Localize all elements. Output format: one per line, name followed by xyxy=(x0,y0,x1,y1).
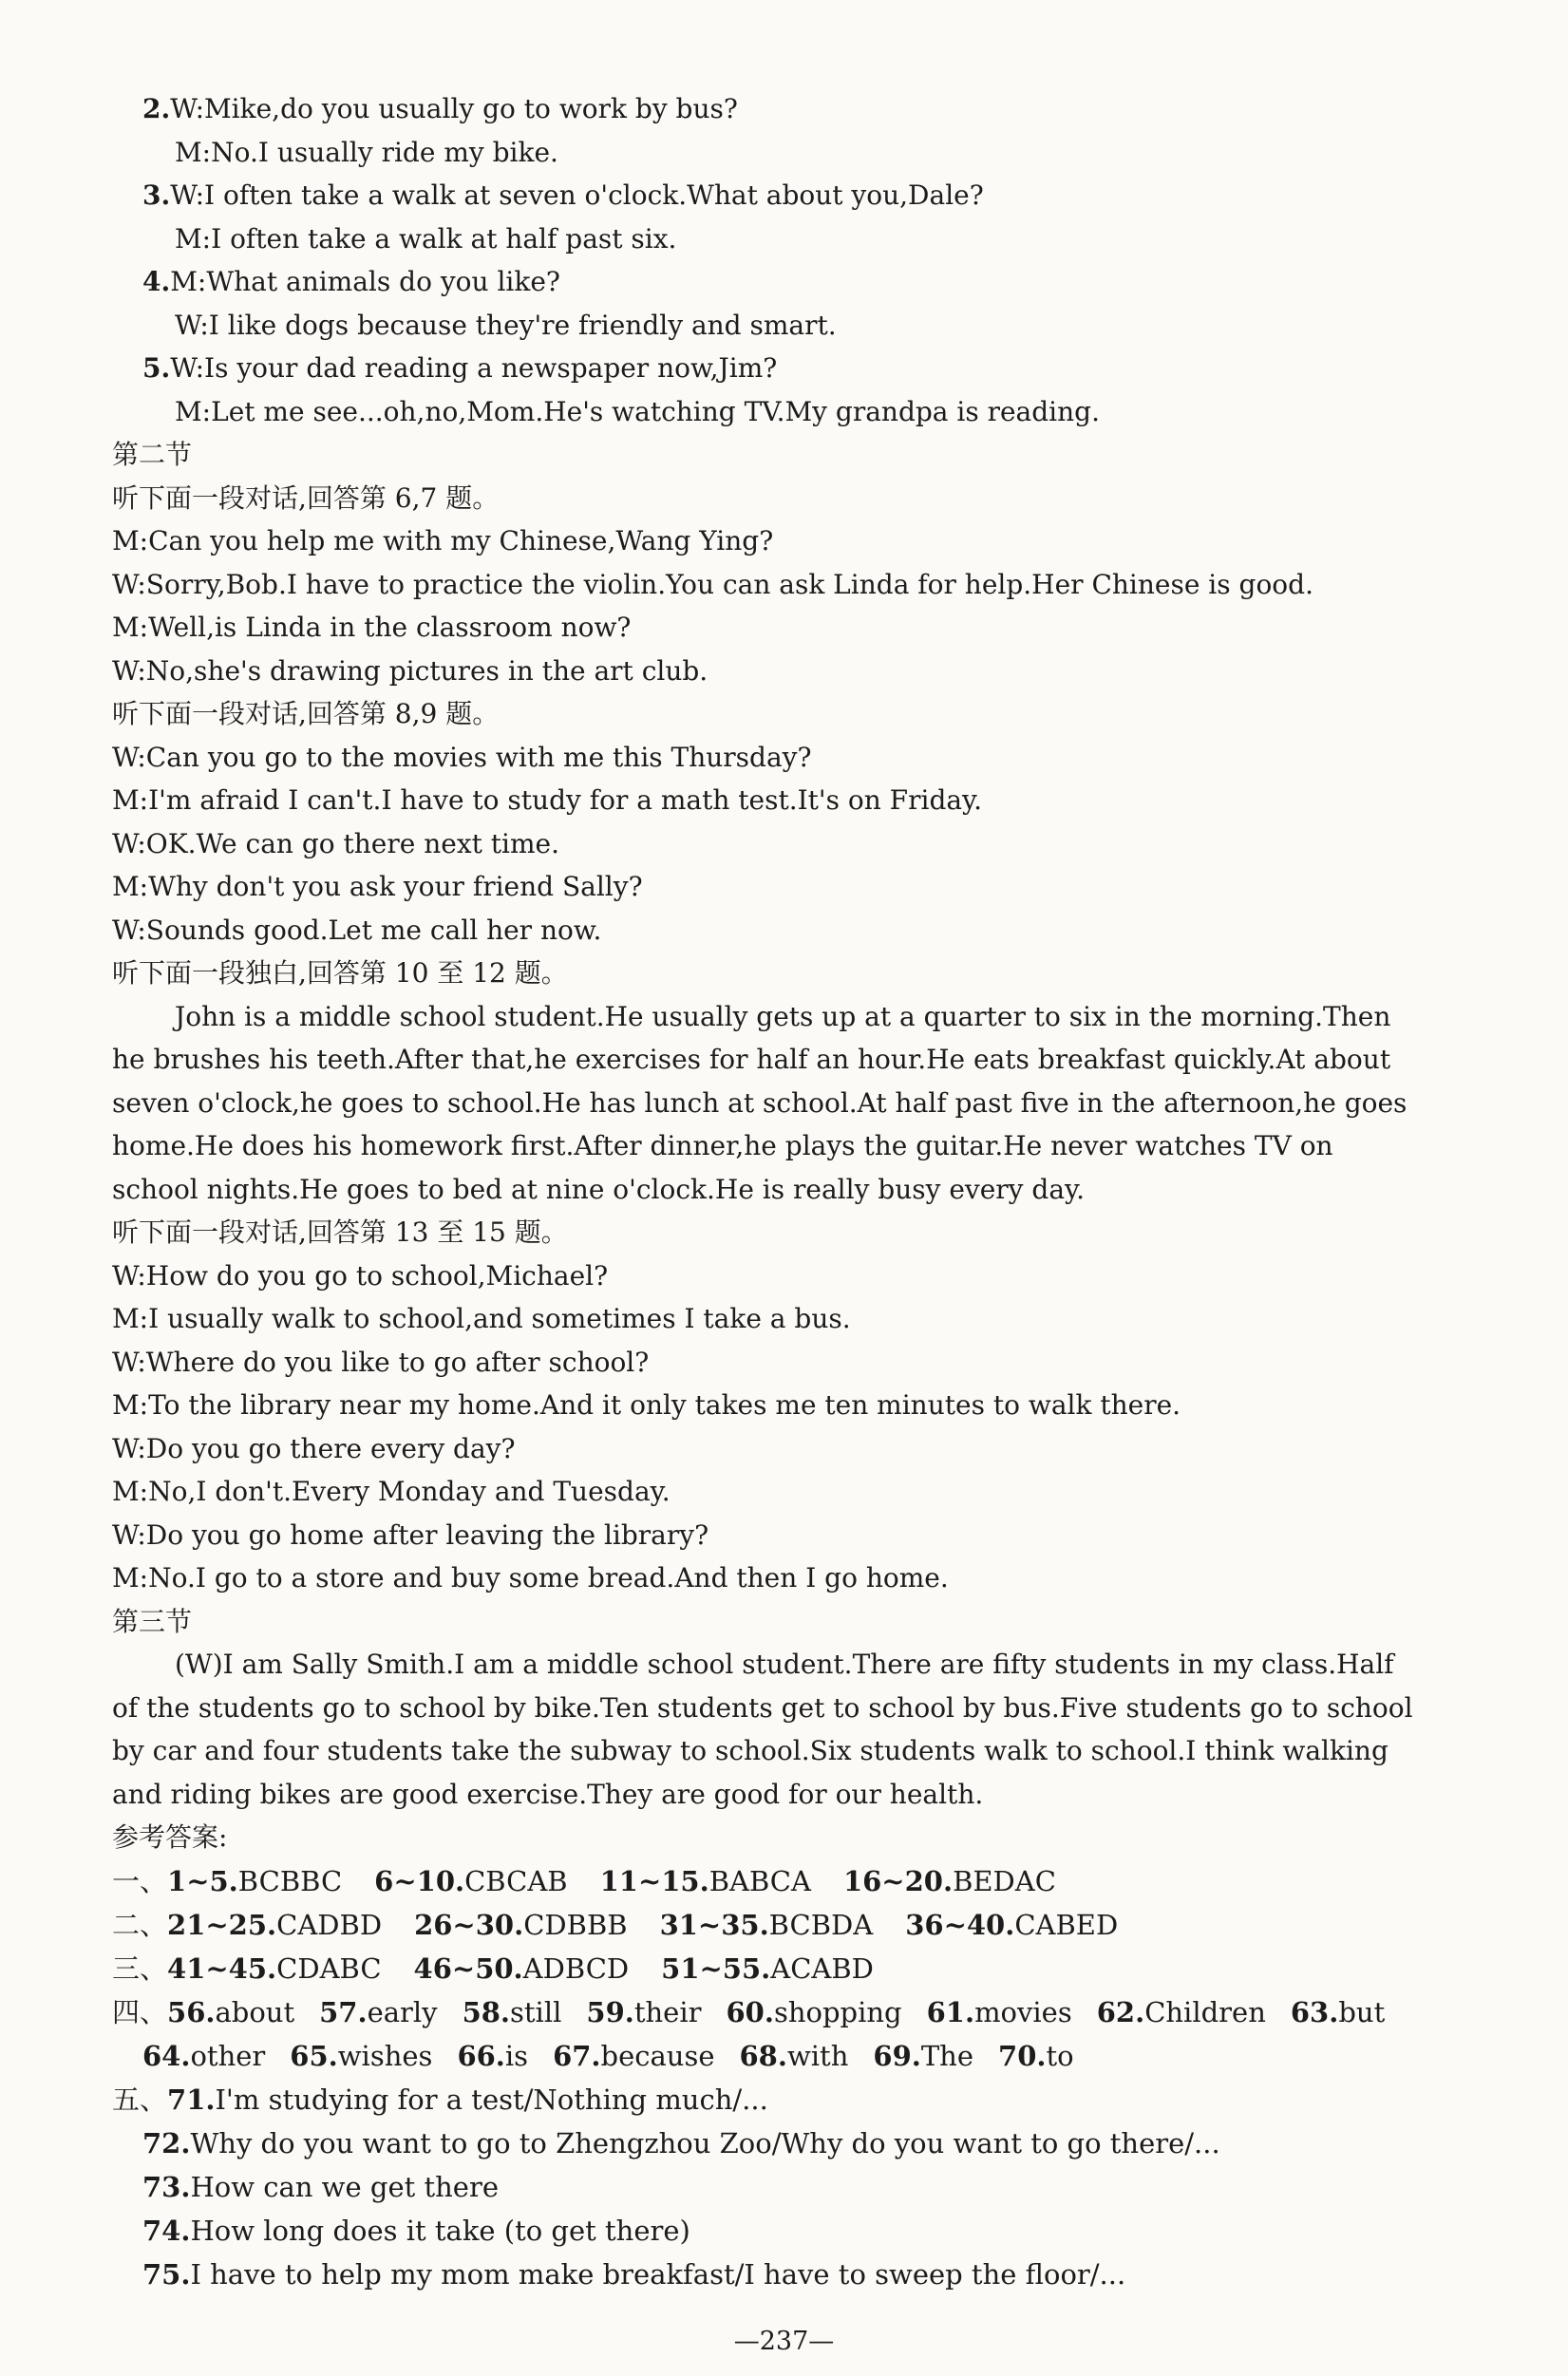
dialog-line: M:Well,is Linda in the classroom now? xyxy=(112,612,632,643)
monologue-line: seven o'clock,he goes to school.He has lunch at school.At half past five in the afternoon,he goes xyxy=(112,1086,1407,1119)
instruction: 听下面一段独白,回答第 10 至 12 题。 xyxy=(112,957,568,989)
passage-line: (W)I am Sally Smith.I am a middle school student.There are fifty students in my class.Half xyxy=(175,1649,1394,1680)
monologue-line: school nights.He goes to bed at nine o'clock.He is really busy every day. xyxy=(112,1173,1086,1205)
instruction: 听下面一段对话,回答第 8,9 题。 xyxy=(112,698,500,729)
section-heading: 第二节 xyxy=(112,439,193,470)
answer-row: 一、1~5.BCBBC 6~10.CBCAB 11~15.BABCA 16~20.BEDAC xyxy=(112,1864,1056,1897)
dialog-line: M:To the library near my home.And it only takes me ten minutes to walk there. xyxy=(112,1389,1181,1421)
passage-line: of the students go to school by bike.Ten students get to school by bus.Five students go to school xyxy=(112,1691,1413,1724)
section-heading: 第三节 xyxy=(112,1605,193,1637)
answer-row: 四、56.about 57.early 58.still 59.their 60.shopping 61.movies 62.Children 63.but xyxy=(112,1995,1386,2028)
instruction: 听下面一段对话,回答第 13 至 15 题。 xyxy=(112,1216,568,1248)
dialog-line: M:I usually walk to school,and sometimes I take a bus. xyxy=(112,1303,851,1334)
dialog-line: W:Sorry,Bob.I have to practice the violin.You can ask Linda for help.Her Chinese is good. xyxy=(112,568,1313,600)
dialog-line: M:No.I usually ride my bike. xyxy=(175,136,558,168)
monologue-line: he brushes his teeth.After that,he exercises for half an hour.He eats breakfast quickly.At about xyxy=(112,1044,1391,1075)
dialog-line: 2.W:Mike,do you usually go to work by bus? xyxy=(142,93,738,124)
dialog-line: 4.M:What animals do you like? xyxy=(142,266,560,297)
passage-line: and riding bikes are good exercise.They are good for our health. xyxy=(112,1778,984,1810)
dialog-line: M:I'm afraid I can't.I have to study for a math test.It's on Friday. xyxy=(112,784,983,816)
dialog-line: W:Do you go there every day? xyxy=(112,1432,516,1464)
dialog-line: M:No,I don't.Every Monday and Tuesday. xyxy=(112,1476,671,1507)
answer-row: 64.other 65.wishes 66.is 67.because 68.with 69.The 70.to xyxy=(142,2039,1074,2072)
page-number: —237— xyxy=(733,2327,835,2356)
answer-row: 73.How can we get there xyxy=(142,2170,499,2203)
dialog-line: W:Sounds good.Let me call her now. xyxy=(112,914,602,946)
dialog-line: W:Can you go to the movies with me this Thursday? xyxy=(112,741,812,773)
answers-heading: 参考答案: xyxy=(112,1821,228,1853)
dialog-line: W:No,she's drawing pictures in the art club. xyxy=(112,654,708,687)
dialog-line: W:Where do you like to go after school? xyxy=(112,1346,650,1378)
dialog-line: W:I like dogs because they're friendly and smart. xyxy=(175,309,837,341)
passage-line: by car and four students take the subway to school.Six students walk to school.I think walking xyxy=(112,1735,1389,1766)
dialog-line: M:I often take a walk at half past six. xyxy=(175,222,677,255)
dialog-line: M:No.I go to a store and buy some bread.And then I go home. xyxy=(112,1562,949,1593)
answer-row: 二、21~25.CADBD 26~30.CDBBB 31~35.BCBDA 36~40.CABED xyxy=(112,1908,1119,1941)
dialog-line: W:OK.We can go there next time. xyxy=(112,827,559,859)
answer-row: 五、71.I'm studying for a test/Nothing much/... xyxy=(112,2083,768,2116)
answer-page xyxy=(112,87,1432,2296)
dialog-line: W:Do you go home after leaving the library? xyxy=(112,1518,709,1551)
dialog-line: W:How do you go to school,Michael? xyxy=(112,1259,609,1292)
dialog-line: M:Why don't you ask your friend Sally? xyxy=(112,871,643,902)
dialog-line: 5.W:Is your dad reading a newspaper now,Jim? xyxy=(142,352,778,384)
dialog-line: M:Can you help me with my Chinese,Wang Ying? xyxy=(112,525,774,556)
monologue-line: home.He does his homework first.After dinner,he plays the guitar.He never watches TV on xyxy=(112,1130,1333,1161)
instruction: 听下面一段对话,回答第 6,7 题。 xyxy=(112,481,500,514)
answer-row: 三、41~45.CDABC 46~50.ADBCD 51~55.ACABD xyxy=(112,1952,874,1985)
dialog-line: 3.W:I often take a walk at seven o'clock.What about you,Dale? xyxy=(142,179,984,211)
monologue-line: John is a middle school student.He usually gets up at a quarter to six in the morning.Then xyxy=(175,1000,1391,1032)
answer-row: 72.Why do you want to go to Zhengzhou Zoo/Why do you want to go there/... xyxy=(142,2126,1220,2159)
answer-row: 74.How long does it take (to get there) xyxy=(142,2214,690,2247)
dialog-line: M:Let me see...oh,no,Mom.He's watching TV.My grandpa is reading. xyxy=(175,395,1100,427)
answer-row: 75.I have to help my mom make breakfast/I have to sweep the floor/... xyxy=(142,2257,1126,2291)
